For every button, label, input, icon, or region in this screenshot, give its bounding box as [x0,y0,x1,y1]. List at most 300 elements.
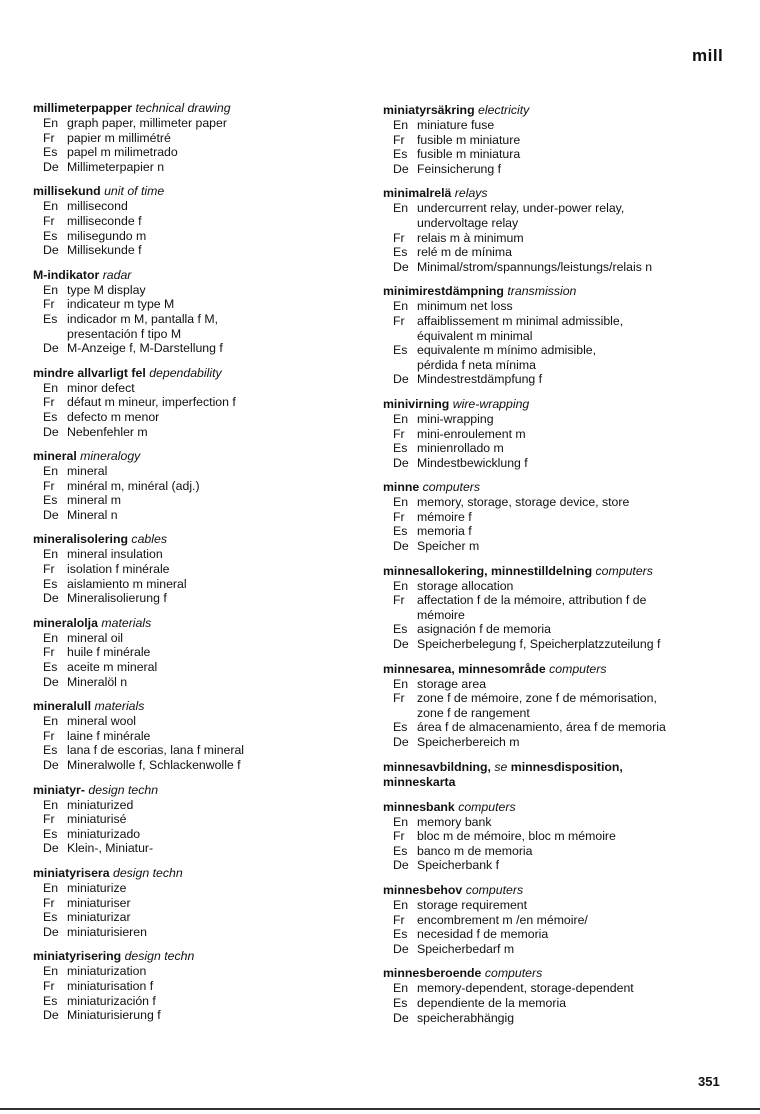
translation-line [383,412,728,427]
dictionary-entry [383,397,728,470]
language-code: Es [43,145,58,160]
translation-text: defecto m menor [67,409,160,424]
translation-line [33,979,383,994]
translation-line [33,297,383,312]
translation-text: défaut m mineur, imperfection f [67,395,236,410]
translation-text: miniaturiser [67,895,131,910]
translation-line [383,314,728,343]
entry-subject-field: materials [94,699,145,714]
language-code: Fr [43,562,55,577]
entry-term: mineralull [33,699,92,714]
translation-text: Mineralwolle f, Schlackenwolle f [67,758,241,772]
language-code: En [393,411,409,426]
entry-term: millimeterpapper [33,101,133,115]
language-code: En [43,797,59,812]
translation-line [33,910,383,925]
entry-headword-line [383,103,728,118]
entry-subject-field: computers [458,799,516,814]
language-code: De [43,507,59,522]
entry-subject-field: computers [422,480,481,495]
entry-term: minne [383,480,420,495]
entry-headword-line [33,449,383,464]
translation-text: Speicherbelegung f, Speicherplatzzuteilung f [417,637,661,652]
entry-headword-line [383,760,728,790]
translation-text: aislamiento m mineral [67,576,187,591]
translation-line [33,425,383,440]
entry-term: M-indikator [33,267,100,282]
language-code: En [43,964,59,979]
translation-text: storage area [417,676,487,691]
language-code: De [43,159,59,174]
dictionary-entry [383,966,728,1025]
translation-line [383,245,728,260]
language-code: Fr [393,132,405,147]
language-code: En [43,880,59,895]
translation-line [33,631,383,646]
language-code: De [393,858,409,873]
language-code: En [393,578,409,593]
language-code: Es [43,409,58,424]
entry-subject-field: materials [101,615,152,630]
translation-line [383,593,728,622]
language-code: Es [393,245,408,260]
translation-text: asignación f de memoria [417,622,551,637]
translation-text: isolation f minérale [67,562,170,577]
entry-headword-line [383,662,728,677]
translation-text: Millisekunde f [67,243,142,258]
translation-line [33,410,383,425]
translation-line [383,927,728,942]
translation-line [33,547,383,562]
right-column [383,103,728,1035]
translation-line [33,214,383,229]
translation-text: Mindestbewicklung f [417,455,528,470]
dictionary-entry [33,783,383,856]
entry-subject-field: transmission [507,284,577,299]
translation-text: miniaturizar [67,910,131,925]
entry-term: mineralolja [33,615,98,630]
translation-text: Speicherbedarf m [417,941,515,956]
dictionary-entry [383,760,728,790]
translation-line [383,898,728,913]
translation-line [383,299,728,314]
translation-line [383,201,728,230]
language-code: Es [393,343,408,358]
language-code: Fr [43,645,55,660]
translation-text: laine f minérale [67,728,151,743]
language-code: Fr [393,691,405,706]
translation-line [33,591,383,606]
translation-line [383,231,728,246]
language-code: De [43,674,59,689]
translation-line [33,925,383,940]
language-code: En [43,714,59,729]
translation-line [383,691,728,720]
translation-line [33,243,383,258]
language-code: De [43,841,59,856]
language-code: De [393,455,409,470]
language-code: En [393,676,409,691]
translation-text: Mineralöl n [67,674,128,689]
translation-line [383,579,728,594]
entry-subject-field: unit of time [104,184,165,199]
translation-line [383,942,728,957]
translation-text: type M display [67,282,146,297]
translation-line [33,798,383,813]
entry-term: mineralisolering [33,532,128,547]
language-code: Fr [43,728,55,743]
entry-headword-line [383,284,728,299]
translation-text: mini-wrapping [417,411,494,426]
translation-line [33,1008,383,1023]
translation-text: mineral wool [67,714,137,729]
translation-line [383,829,728,844]
entry-term: minnesarea, minnesområde [383,661,546,676]
entry-term: miniatyrisering [33,949,122,964]
language-code: Es [43,743,58,758]
page-number: 351 [698,1074,720,1089]
language-code: En [393,495,409,510]
language-code: Es [393,441,408,456]
language-code: Fr [393,509,405,524]
entry-subject-field: dependability [149,365,222,380]
translation-text: área f de almacenamiento, área f de memoria [417,720,666,735]
language-code: En [393,201,409,216]
translation-text: aceite m mineral [67,660,158,675]
translation-text: storage allocation [417,578,514,593]
cross-reference-term: minnesdisposition, minneskarta [383,759,623,789]
dictionary-entry [33,184,383,257]
language-code: Fr [393,912,405,927]
dictionary-entry [383,883,728,956]
language-code: En [43,630,59,645]
language-code: En [393,814,409,829]
language-code: En [393,299,409,314]
translation-line [33,199,383,214]
language-code: Fr [43,812,55,827]
translation-line [33,827,383,842]
translation-text: Mineral n [67,507,118,522]
language-code: En [393,118,409,132]
translation-text: milliseconde f [67,213,142,228]
language-code: Es [43,228,58,243]
translation-text: mineral insulation [67,547,163,562]
language-code: Es [393,995,408,1010]
translation-text: necesidad f de memoria [417,927,549,942]
translation-text: mémoire f [417,509,472,524]
translation-line [33,381,383,396]
entry-term: mineral [33,449,77,464]
translation-line [383,981,728,996]
translation-line [383,118,728,133]
entry-headword-line [33,184,383,199]
language-code: De [43,924,59,939]
translation-line [383,147,728,162]
entry-term: minnesallokering, minnestilldelning [383,563,593,578]
translation-line [33,577,383,592]
translation-line [33,229,383,244]
language-code: En [43,380,59,395]
language-code: De [393,161,409,176]
translation-line [383,441,728,456]
translation-line [383,815,728,830]
translation-line [33,645,383,660]
translation-line [33,896,383,911]
translation-text: memoria f [417,524,472,539]
translation-text: encombrement m /en mémoire/ [417,912,588,927]
dictionary-entry [33,101,383,174]
language-code: Es [393,622,408,637]
translation-line [33,479,383,494]
translation-line [33,964,383,979]
language-code: Es [393,524,408,539]
language-code: De [393,1010,409,1025]
language-code: En [393,897,409,912]
entry-subject-field: computers [595,563,653,578]
translation-line [33,341,383,356]
entry-headword-line [383,800,728,815]
dictionary-entry [33,949,383,1022]
language-code: Fr [43,478,55,493]
language-code: En [43,199,59,214]
translation-line [383,456,728,471]
translation-line [33,508,383,523]
entry-headword-line [383,397,728,412]
entry-subject-field: computers [484,966,543,981]
entry-term: miniatyrsäkring [383,103,475,117]
language-code: Es [393,720,408,735]
translation-text: Mindestrestdämpfung f [417,372,543,387]
entry-term: miniatyrisera [33,865,110,880]
dictionary-entry [33,268,383,356]
translation-text: fusible m miniatura [417,147,521,162]
translation-text: M-Anzeige f, M-Darstellung f [67,341,223,356]
translation-line [383,735,728,750]
entry-headword-line [33,866,383,881]
dictionary-entry [383,800,728,873]
entry-subject-field: relays [454,186,488,201]
entry-headword-line [33,783,383,798]
translation-text: affectation f de la mémoire, attribution f de mémoire [417,593,647,622]
translation-text: relé m de mínima [417,245,512,260]
language-code: De [43,758,59,772]
translation-line [383,858,728,873]
entry-subject-field: technical drawing [135,101,231,115]
entry-headword-line [33,101,383,116]
translation-text: Mineralisolierung f [67,591,167,606]
translation-text: undercurrent relay, under-power relay, undervoltage relay [417,201,625,230]
translation-text: Millimeterpapier n [67,159,165,174]
translation-line [33,743,383,758]
translation-text: indicateur m type M [67,297,175,312]
entry-headword-line [33,616,383,631]
translation-line [383,720,728,735]
dictionary-entry [383,480,728,553]
translation-text: Minimal/strom/spannungs/leistungs/relais n [417,259,653,274]
language-code: De [43,1008,59,1023]
language-code: De [43,243,59,258]
translation-text: fusible m miniature [417,132,521,147]
language-code: En [43,464,59,479]
entry-headword-line [383,564,728,579]
entry-subject-field: computers [549,661,607,676]
entry-term: miniatyr- [33,782,85,797]
translation-line [383,510,728,525]
dictionary-entry [33,866,383,939]
translation-text: huile f minérale [67,645,151,660]
translation-text: Speicherbereich m [417,735,520,749]
translation-text: mini-enroulement m [417,426,526,441]
translation-text: affaiblissement m minimal admissible, équivalent m minimal [417,313,624,343]
translation-text: miniaturized [67,797,134,812]
entry-term: minnesbank [383,799,455,814]
translation-text: Speicherbank f [417,858,500,873]
language-code: Fr [393,313,405,328]
translation-line [33,145,383,160]
language-code: Fr [393,230,405,245]
translation-text: papel m milimetrado [67,145,178,160]
translation-text: miniaturize [67,880,127,895]
translation-line [383,133,728,148]
translation-text: banco m de memoria [417,843,533,858]
translation-text: memory bank [417,814,492,829]
translation-text: storage requirement [417,897,528,912]
entry-term: minnesavbildning, [383,759,491,774]
entry-headword-line [33,532,383,547]
translation-text: millisecond [67,199,128,214]
translation-text: dependiente de la memoria [417,995,567,1010]
entry-term: millisekund [33,184,101,199]
translation-line [383,524,728,539]
language-code: En [43,116,59,130]
entry-term: minnesbehov [383,882,463,897]
entry-headword-line [383,883,728,898]
page-guide-word: mill [692,46,724,65]
translation-text: zone f de mémoire, zone f de mémorisation, zone f de rangement [417,691,657,720]
entry-subject-field: radar [102,267,132,282]
translation-line [33,493,383,508]
language-code: Fr [43,130,55,145]
bottom-rule [0,1108,760,1110]
language-code: Fr [393,426,405,441]
entry-subject-field: electricity [478,103,530,117]
entry-headword-line [383,186,728,201]
translation-line [33,841,383,856]
translation-text: memory-dependent, storage-dependent [417,981,634,996]
translation-line [33,758,383,773]
language-code: Fr [43,978,55,993]
translation-line [383,913,728,928]
language-code: En [43,282,59,297]
translation-line [33,116,383,131]
entry-subject-field: cables [131,532,167,547]
translation-line [383,372,728,387]
language-code: De [393,941,409,956]
language-code: Es [43,493,58,508]
translation-line [33,714,383,729]
entry-headword-line [383,966,728,981]
entry-term: minivirning [383,396,450,411]
translation-text: mineral oil [67,630,124,645]
translation-line [33,395,383,410]
language-code: Fr [393,829,405,844]
translation-text: miniaturizado [67,826,141,841]
language-code: Es [43,993,58,1008]
translation-line [33,160,383,175]
translation-line [33,660,383,675]
entry-subject-field: design techn [112,865,183,880]
entry-subject-field: se [494,759,508,774]
translation-text: lana f de escorias, lana f mineral [67,743,245,758]
translation-line [33,131,383,146]
translation-text: miniature fuse [417,118,495,132]
translation-text: papier m millimétré [67,130,171,145]
translation-line [33,881,383,896]
language-code: Es [43,826,58,841]
language-code: De [393,539,409,554]
translation-line [383,495,728,510]
language-code: Es [393,927,408,942]
language-code: Fr [43,297,55,312]
translation-text: Feinsicherung f [417,161,502,176]
translation-line [383,1011,728,1026]
entry-term: minnesberoende [383,966,482,981]
language-code: Es [393,843,408,858]
translation-text: mineral [67,464,108,479]
translation-text: miniaturisieren [67,924,147,939]
entry-headword-line [33,949,383,964]
dictionary-entry [383,662,728,750]
entry-subject-field: design techn [124,949,195,964]
translation-line [33,812,383,827]
entry-term: minimirestdämpning [383,284,504,299]
translation-text: Nebenfehler m [67,424,148,439]
translation-text: relais m à minimum [417,230,524,245]
translation-line [33,729,383,744]
translation-text: milisegundo m [67,228,147,243]
language-code: Fr [43,895,55,910]
translation-text: miniaturization [67,964,147,979]
language-code: Es [393,147,408,162]
translation-text: miniaturisé [67,812,127,827]
translation-line [383,622,728,637]
translation-text: graph paper, millimeter paper [67,116,227,130]
translation-line [33,675,383,690]
language-code: Es [43,910,58,925]
translation-text: miniaturización f [67,993,156,1008]
translation-line [383,539,728,554]
language-code: De [393,637,409,652]
language-code: De [43,591,59,606]
entry-headword-line [33,366,383,381]
dictionary-entry [33,616,383,689]
translation-text: mineral m [67,493,121,508]
translation-line [383,427,728,442]
translation-text: equivalente m mínimo admisible, pérdida f neta mínima [417,343,597,372]
entry-term: minimalrelä [383,186,452,201]
translation-line [383,637,728,652]
language-code: De [393,735,409,749]
entry-term: mindre allvarligt fel [33,365,146,380]
entry-subject-field: mineralogy [80,449,141,464]
translation-text: memory, storage, storage device, store [417,495,630,510]
dictionary-entry [383,564,728,652]
translation-text: minienrollado m [417,441,504,456]
translation-text: speicherabhängig [417,1010,515,1025]
language-code: De [43,341,59,356]
language-code: Es [43,311,58,326]
language-code: Es [43,660,58,675]
